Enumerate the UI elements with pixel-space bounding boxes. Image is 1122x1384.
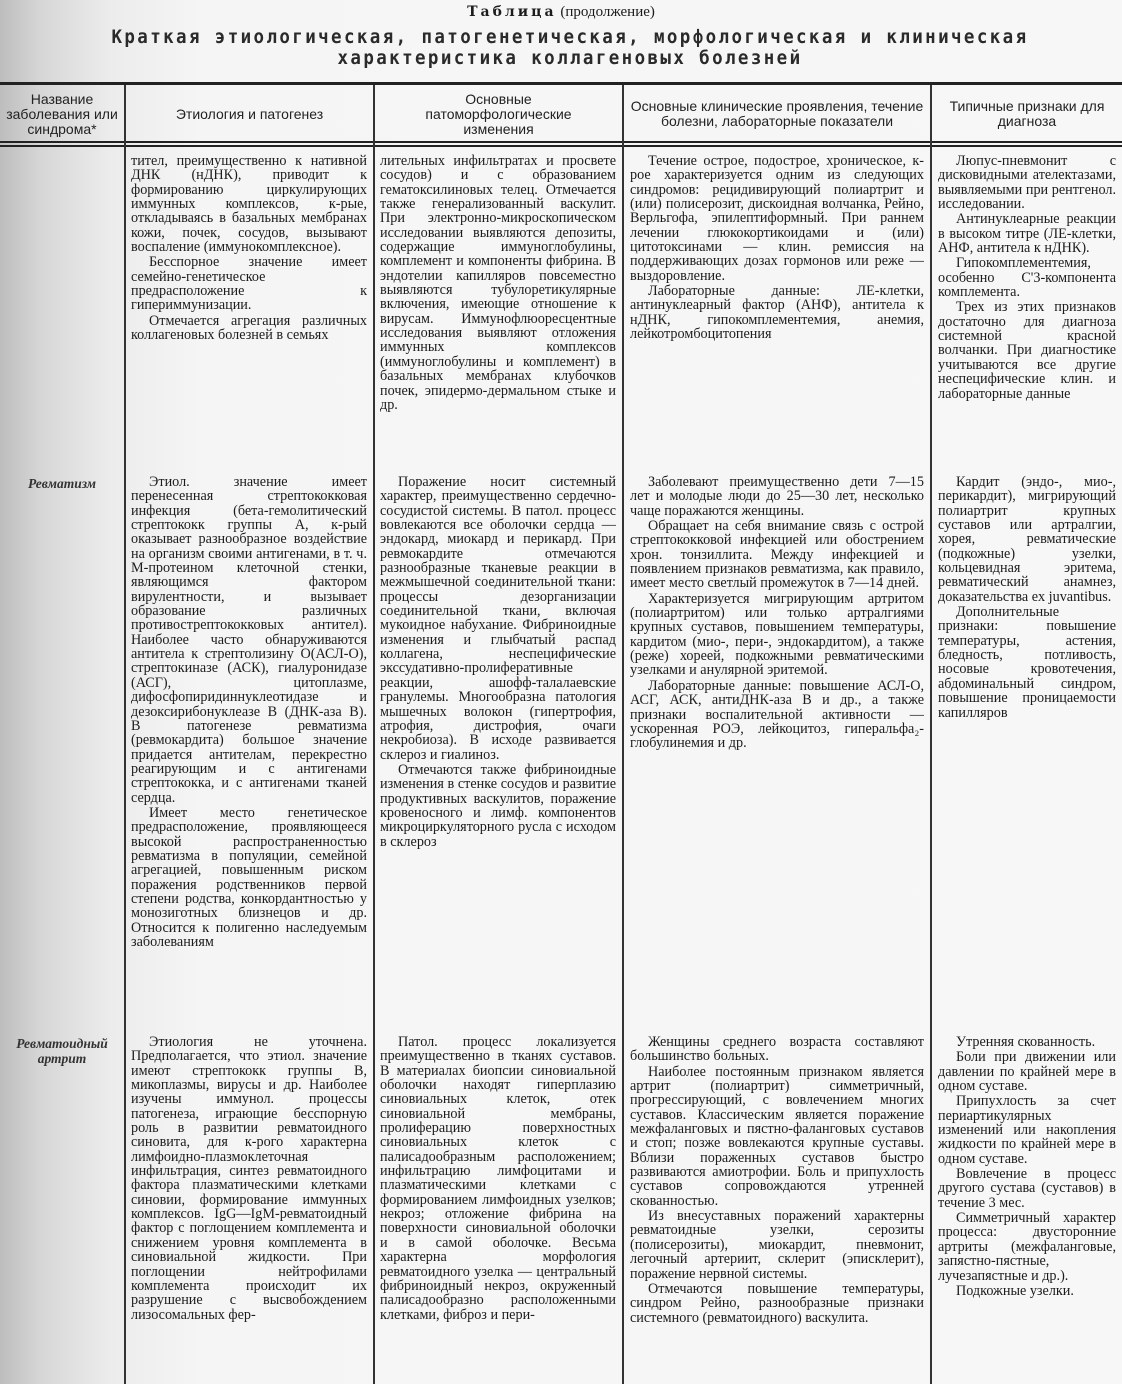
page-title: Краткая этиологическая, патогенетическая, морфологическая и клиническая характеристика коллагеновых болезней [111,26,1029,69]
paragraph: Боли при движении или давлении по крайней мере в одном суставе. [938,1049,1116,1095]
paragraph: Утренняя скованность. [956,1034,1096,1050]
paragraph: Этиол. значение имеет перенесенная стрептококковая инфекция (бета-гемолитический стрептококк группы А, к-рый оказывает разнообразное воздействие на организм своими антигенами, в т. ч. М-протеином клеточной стенки, являющимся фактором вирулентности, и вызывает образование различных противострептококковых антител). Наиболее часто обнаруживаются антитела к стрептолизину О(АСЛ-О), стрептокиназе (АСК), гиалуронидазе (АСГ), цитоплазме, дифосфопиридиннуклеотидазе и дезоксирибонуклеазе В (ДНК-аза В). В патогенезе ревматизма (ревмокардита) большое значение придается антителам, перекрестно реагирующим и с антигенами стрептококка, и с антигенами тканей сердца. [131,474,367,806]
paragraph: Отмечаются повышение температуры, синдром Рейно, разнообразные признаки системного (ревматоидного) васкулита. [630,1280,924,1326]
paragraph: Из внесуставных поражений характерны ревматоидные узелки, серозиты (полисерозиты), миокардит, пневмонит, легочный артериит, склерит (эписклерит), поражение нервной системы. [630,1208,924,1282]
header-morphology: Основные патоморфологические изменения [425,90,572,137]
cell-etiology [131,1035,367,1323]
caption-note: (продолжение) [560,4,655,20]
cell-morphology [380,475,616,850]
paragraph: Припухлость за счет периартикулярных изменений или накопления жидкости по крайней мере в одном суставе. [938,1093,1116,1167]
paragraph: Антинуклеарные реакции в высоком титре (ЛЕ-клетки, АНФ, антитела к нДНК). [938,211,1116,257]
column-divider [124,85,126,1384]
paragraph: Люпус-пневмонит с дисковидными ателектазами, выявляемыми при рентгенол. исследовании. [938,153,1116,213]
cell-etiology [131,475,367,950]
paragraph: Лабораторные данные: повышение АСЛ-О, АСГ, АСК, антиДНК-аза В и др., а также признаки воспалительной активности — ускоренная РОЭ, лейкоцитоз, гиперальфа₂-глобулинемия и др. [630,677,924,752]
paragraph: Дополнительные признаки: повышение температуры, астения, бледность, потливость, носовые кровотечения, абдоминальный синдром, повышение проницаемости капилляров [938,604,1116,721]
disease-name: Ревматоидный артрит [16,1036,108,1066]
paragraph: Гипокомплементемия, особенно С'3-компонента комплемента. [938,255,1116,301]
paragraph: Патол. процесс локализуется преимущественно в тканях суставов. В материалах биопсии синовиальной оболочки находят гиперплазию синовиальных клеток, отек синовиальной мембраны, пролиферацию поверхностных синовиальных клеток с палисадообразным расположением; инфильтрацию лимфоцитами и плазматическими клетками с формированием лимфоидных узелков; некроз; отложение фибрина на поверхности синовиальной оболочки и в самой оболочке. Весьма характерна морфология ревматоидного узелка — центральный фибриноидный некроз, окруженный палисадообразно расположенными клетками, фиброз и пери- [380,1034,616,1323]
paragraph: Наиболее постоянным признаком является артрит (полиартрит) симметричный, прогрессирующий, с вовлечением многих суставов. Классическим является поражение межфаланговых и пястно-фаланговых суставов и стоп; позже вовлекаются крупные суставы. Вблизи пораженных суставов быстро развиваются амиотрофии. Боль и припухлость суставов сопровождаются утренней скованностью. [630,1063,924,1209]
paragraph: Этиология не уточнена. Предполагается, что этиол. значение имеют стрептококк группы В, микоплазмы, вирусы и др. Наиболее изучены иммунол. процессы патогенеза, играющие бесспорную роль в развитии ревматоидного синовита, для к-рого характерна лимфоидно-плазмоклеточная инфильтрация, синтез ревматоидного фактора плазматическими клетками синовии, формирование иммунных комплексов. IgG—IgM-ревматоидный фактор с поглощением комплемента и снижением уровня комплемента в синовиальной жидкости. При поглощении нейтрофилами комплемента происходит их разрушение с высвобождением лизосомальных фер- [131,1034,367,1323]
cell-clinical [630,1035,924,1326]
table-caption [0,4,1122,21]
column-divider [373,85,375,1384]
header-rule [0,141,1122,143]
paragraph: Кардит (эндо-, мио-, перикардит), мигрирующий полиартрит крупных суставов или артралгии, хорея, ревматические (подкожные) узелки, кольцевидная эритема, ревматический анамнез, доказательства ex juvantibus. [938,474,1116,605]
paragraph: Лабораторные данные: ЛЕ-клетки, антинуклеарный фактор (АНФ), антитела к нДНК, гипокомплементемия, анемия, лейкотромбоцитопения [630,283,924,343]
header-clinical: Основные клинические проявления, течение болезни, лабораторные показатели [630,98,924,129]
paragraph: Женщины среднего возраста составляют большинство больных. [630,1034,924,1065]
paragraph: Отмечается агрегация различных коллагеновых болезней в семьях [131,312,367,344]
header-rule [0,145,1122,147]
paragraph: Вовлечение в процесс другого сустава (суставов) в течение 3 мес. [938,1166,1116,1211]
paragraph: Характеризуется мигрирующим артритом (полиартритом) или только артралгиями крупных суставов, повышением температуры, кардитом (мио-, пери-, эндокардитом), а также (реже) хореей, подкожными ревматическими узелками и анулярной эритемой. [630,590,924,679]
paragraph: Течение острое, подострое, хроническое, к-рое характеризуется одним из следующих синдромов: рецидивирующий полиартрит и (или) полисерозит, дискоидная волчанка, Рейно, Верльгофа, эпилептиформный. При раннем лечении глюкокортикоидами и (или) цитотоксинами — клин. ремиссия на поддерживающих дозах гормонов или реже — выздоровление. [630,153,924,284]
paragraph: Обращает на себя внимание связь с острой стрептококковой инфекцией или обострением хрон. тонзиллита. Между инфекцией и появлением признаков ревматизма, как правило, имеет место светлый промежуток в 7—14 дней. [630,518,924,592]
cell-clinical [630,154,924,342]
paragraph: Имеет место генетическое предрасположение, проявляющееся высокой распространенностью ревматизма в популяции, семейной агрегацией, повышенным риском поражения родственников первой степени родства, конкордантностью у монозиготных близнецов и др. Относится к полигенно наследуемым заболеваниям [131,804,367,950]
paragraph: Заболевают преимущественно дети 7—15 лет и молодые люди до 25—30 лет, несколько чаще поражаются женщины. [630,474,924,519]
cell-morphology [380,154,616,413]
cell-morphology [380,1035,616,1323]
paragraph: Трех из этих признаков достаточно для диагноза системной красной волчанки. При диагностике учитываются все другие неспецифические клин. и лабораторные данные [938,299,1116,402]
header-disease-name: Название заболевания или синдрома* [6,90,118,137]
paragraph: Подкожные узелки. [956,1282,1074,1299]
caption-word: Таблица [467,4,557,20]
table-top-rule [0,82,1122,85]
header-diagnosis: Типичные признаки для диагноза [949,98,1105,129]
paragraph: тител, преимущественно к нативной ДНК (нДНК), приводит к формированию циркулирующих иммунных комплексов, к-рые, откладываясь в базальных мембранах кожи, почек, сосудов, вызывают воспаление (иммунокомплексное). [131,153,367,256]
column-divider [622,85,624,1384]
cell-clinical [630,475,924,752]
paragraph: Бесспорное значение имеет семейно-генетическое предрасположение к гипериммунизации. [131,254,367,314]
disease-name: Ревматизм [28,476,96,491]
paragraph: Отмечаются также фибриноидные изменения в стенке сосудов и развитие продуктивных васкулитов, поражение кровеносного и лимф. компонентов микроциркуляторного русла с исходом в склероз [380,761,616,850]
paragraph: Поражение носит системный характер, преимущественно сердечно-сосудистой системы. В патол. процесс вовлекаются все оболочки сердца — эндокард, миокард и перикард. При ревмокардите отмечаются разнообразные тканевые реакции в межмышечной соединительной ткани: процессы дезорганизации соединительной ткани, включая мукоидное набухание. Фибриноидные изменения и глыбчатый распад коллагена, неспецифические экссудативно-пролиферативные реакции, ашофф-талалаевские гранулемы. Многообразна патология мышечных волокон (гипертрофия, атрофия, дистрофия, очаги некробиоза). В исходе развивается склероз и гиалиноз. [380,474,616,763]
header-etiology: Этиология и патогенез [175,105,324,122]
cell-diagnosis [938,1035,1116,1299]
cell-diagnosis [938,154,1116,402]
paragraph: лительных инфильтратах и просвете сосудов) и с образованием гематоксилиновых телец. Отмечается также генерализованный васкулит. При электронно-микроскопическом исследовании выявляются депозиты, содержащие иммуноглобулины, комплемент и компоненты фибрина. В эндотелии капилляров повсеместно выявляются тубулоретикулярные включения, имеющие отношение к вирусам. Иммунофлюоресцентные исследования выявляют отложения иммунных комплексов (иммуноглобулины и комплемент) в базальных мембранах клубочков почек, эпидермо-дермальном стыке и др. [380,153,616,413]
cell-diagnosis [938,475,1116,721]
paragraph: Симметричный характер процесса: двусторонние артриты (межфаланговые, запястно-пястные, лучезапястные и др.). [938,1210,1116,1284]
cell-etiology [131,154,367,343]
column-divider [930,85,932,1384]
